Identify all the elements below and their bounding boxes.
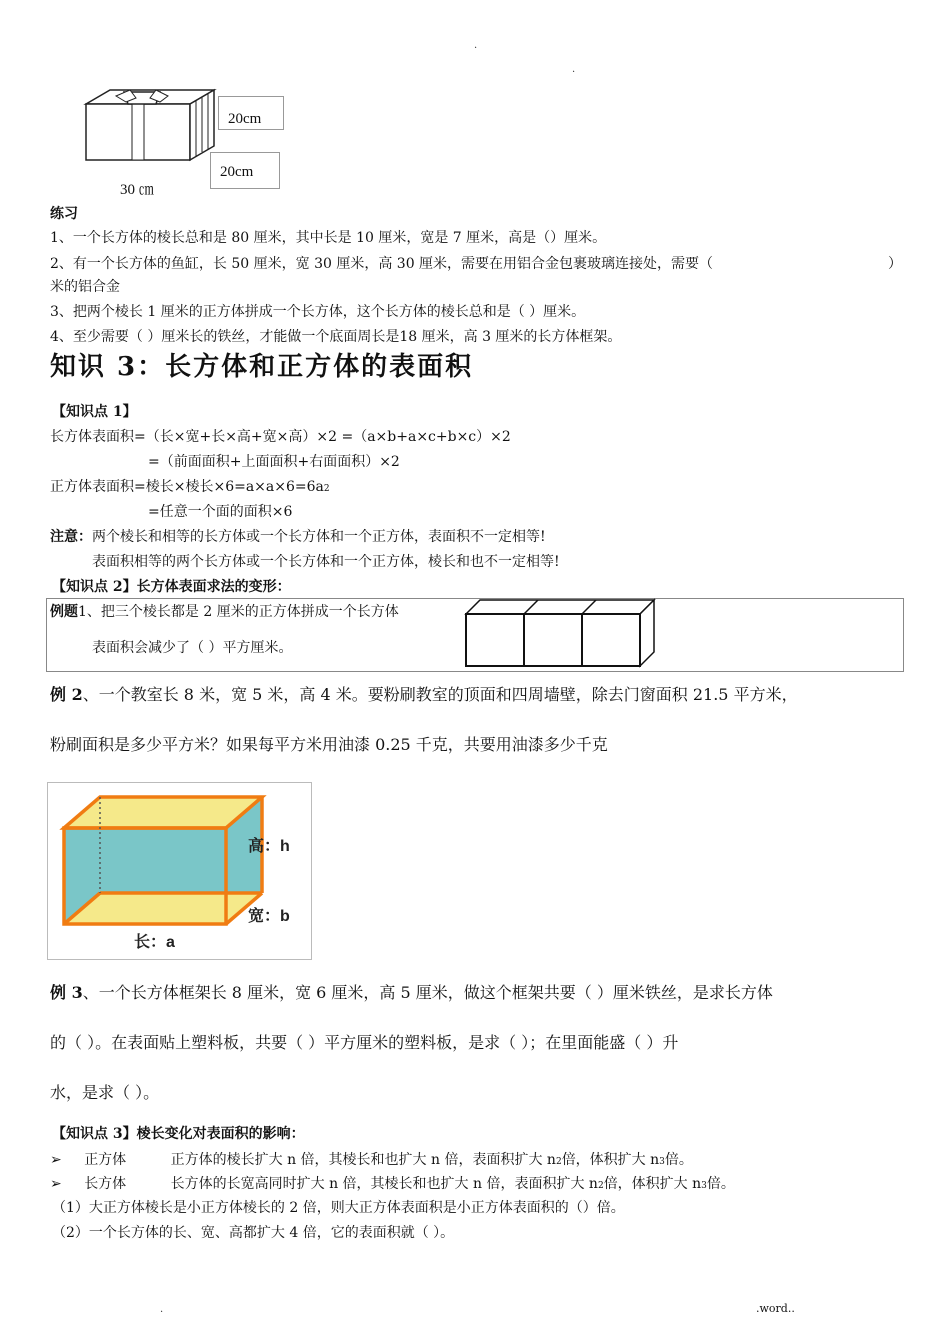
example3-label: 例 3: [50, 983, 83, 1002]
kp3-bullet2-sup2: 3: [701, 1181, 707, 1191]
kp3-bullet2-sup1: 2: [597, 1181, 604, 1191]
arrow-bullet-icon: ➢: [50, 1152, 62, 1168]
header-mark: .: [572, 64, 576, 75]
kp2-title: 【知识点 2】长方体表面求法的变形：: [52, 579, 291, 595]
formula-cuboid-alt: =（前面面积+上面面积+右面面积）×2: [148, 454, 400, 470]
box-length-label: 长：a: [134, 934, 175, 951]
width-label: 20cm: [220, 164, 254, 180]
kp3-bullet2-head: 长方体: [84, 1176, 127, 1192]
formula-cuboid: 长方体表面积=（长×宽+长×高+宽×高）×2 =（a×b+a×c+b×c）×2: [50, 429, 511, 445]
practice-q3: 3、把两个棱长 1 厘米的正方体拼成一个长方体，这个长方体的棱长总和是（ ）厘米。: [50, 304, 586, 320]
example3-line1: [50, 982, 773, 1004]
kp3-bullet2: [50, 1174, 735, 1196]
kp3-bullet1-sup1: 2: [555, 1157, 562, 1167]
kp3-bullet1-text-c: 倍。: [664, 1152, 693, 1168]
kp3-bullet1-head: 正方体: [84, 1152, 127, 1168]
kp3-q1: （1）大正方体棱长是小正方体棱长的 2 倍，则大正方体表面积是小正方体表面积的（）倍。: [52, 1200, 625, 1216]
three-cubes-figure: [462, 598, 658, 668]
practice-q2-end: ）: [888, 256, 902, 272]
height-label: 20cm: [228, 111, 262, 127]
kp1-title: 【知识点 1】: [52, 404, 137, 420]
length-label: 30 ㎝: [120, 182, 154, 198]
example2-line2: 粉刷面积是多少平方米？如果每平方米用油漆 0.25 千克，共要用油漆多少千克: [50, 735, 608, 754]
kp3-bullet2-text-c: 倍。: [706, 1176, 735, 1192]
kp3-title: 【知识点 3】棱长变化对表面积的影响：: [52, 1126, 305, 1142]
box-width-label: 宽：b: [248, 908, 290, 925]
example3-text1: 、一个长方体框架长 8 厘米，宽 6 厘米，高 5 厘米，做这个框架共要（ ）厘米铁丝，是求长方体: [82, 983, 773, 1002]
example3-line2: 的（ ）。在表面贴上塑料板，共要（ ）平方厘米的塑料板，是求（ ）；在里面能盛（ ）升: [50, 1033, 679, 1052]
practice-q2: 2、有一个长方体的鱼缸，长 50 厘米，宽 30 厘米，高 30 厘米，需要在用铝合金包裹玻璃连接处，需要（: [50, 256, 714, 272]
formula-cube: [50, 477, 330, 499]
arrow-bullet-icon: ➢: [50, 1176, 62, 1192]
note-text-1: 两个棱长和相等的长方体或一个长方体和一个正方体，表面积不一定相等!: [92, 529, 546, 545]
section-title: 知识 3：长方体和正方体的表面积: [50, 352, 474, 382]
formula-cube-alt: =任意一个面的面积×6: [148, 504, 293, 520]
note-line-2: 表面积相等的两个长方体或一个长方体和一个正方体，棱长和也不一定相等!: [92, 554, 560, 570]
note-label: 注意：: [50, 529, 92, 545]
example1-line2: 表面积会减少了（ ）平方厘米。: [92, 640, 293, 656]
example2-line1: [50, 684, 798, 706]
formula-cube-sub: 2: [323, 484, 330, 494]
example1-text1: 1、把三个棱长都是 2 厘米的正方体拼成一个长方体: [78, 604, 399, 620]
practice-q4: 4、至少需要（ ）厘米长的铁丝，才能做一个底面周长是18 厘米，高 3 厘米的长方体框架。: [50, 329, 622, 345]
box-height-label: 高：h: [248, 838, 290, 855]
example1-line1: [50, 602, 399, 622]
example2-label: 例 2: [50, 685, 83, 704]
kp3-bullet1: [50, 1150, 693, 1172]
footer-right: .word..: [756, 1302, 795, 1315]
kp3-bullet1-text-b: 倍，体积扩大 n: [561, 1152, 660, 1168]
footer-left: .: [160, 1304, 164, 1315]
kp3-q2: （2）一个长方体的长、宽、高都扩大 4 倍，它的表面积就（ ）。: [52, 1225, 455, 1241]
colored-box-figure: [48, 783, 310, 958]
gift-box-figure: [80, 86, 220, 166]
practice-q1: 1、一个长方体的棱长总和是 80 厘米，其中长是 10 厘米，宽是 7 厘米，高是（）厘米。: [50, 230, 607, 246]
example2-text1: 、一个教室长 8 米，宽 5 米，高 4 米。要粉刷教室的顶面和四周墙壁，除去门窗面积 21.5 平方米，: [82, 685, 798, 704]
header-mark: .: [474, 40, 478, 51]
kp3-bullet1-text-a: 正方体的棱长扩大 n 倍，其棱长和也扩大 n 倍，表面积扩大 n: [170, 1152, 556, 1168]
example1-label: 例题: [50, 604, 78, 620]
formula-cube-text: 正方体表面积=棱长×棱长×6=a×a×6=6a: [50, 479, 324, 495]
example3-line3: 水，是求（ ）。: [50, 1083, 160, 1102]
kp3-bullet2-text-a: 长方体的长宽高同时扩大 n 倍，其棱长和也扩大 n 倍，表面积扩大 n: [170, 1176, 598, 1192]
kp3-bullet2-body: [171, 1176, 735, 1192]
kp3-bullet1-body: [171, 1152, 693, 1168]
practice-title: 练习: [50, 206, 78, 222]
note-line-1: [50, 527, 546, 547]
kp3-bullet2-text-b: 倍，体积扩大 n: [603, 1176, 702, 1192]
practice-q2-cont: 米的铝合金: [50, 279, 120, 295]
kp3-bullet1-sup2: 3: [659, 1157, 665, 1167]
